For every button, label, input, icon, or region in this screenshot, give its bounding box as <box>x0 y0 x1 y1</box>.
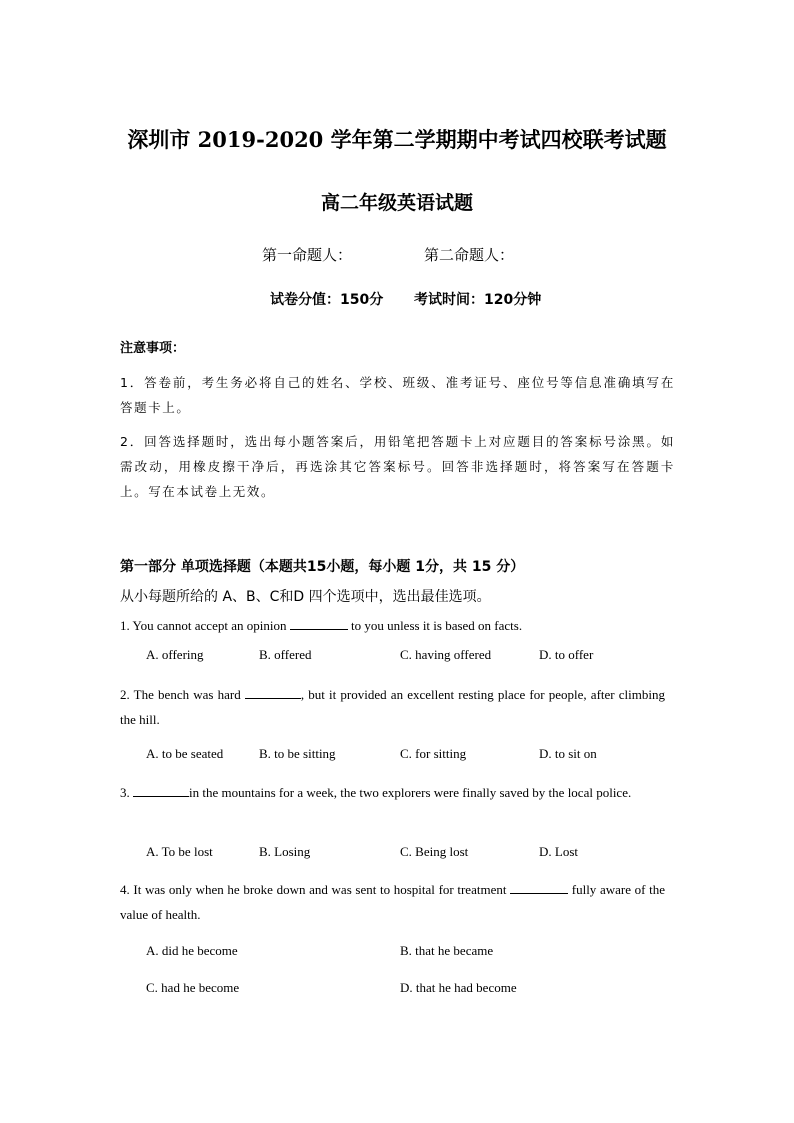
exam-time: 考试时间：120分钟 <box>414 292 542 308</box>
section-heading: 第一部分 单项选择题（本题共15小题，每小题 1分，共 15 分） <box>120 559 525 575</box>
answer-blank <box>510 881 568 894</box>
question-2-option-c: C. for sitting <box>400 746 467 761</box>
question-3-stem-end: in the mountains for a week, the two explorers were finally saved by the local police. <box>189 785 632 800</box>
question-4-stem-start: 4. It was only when he broke down and was sent to hospital for treatment <box>120 882 511 897</box>
question-1-option-d: D. to offer <box>539 647 594 662</box>
notice-item-1: 1．答卷前，考生务必将自己的姓名、学校、班级、准考证号、座位号等信息准确填写在答题卡上。 <box>120 375 675 415</box>
question-4-option-b: B. that he became <box>400 943 494 958</box>
question-4-option-d: D. that he had become <box>400 980 517 995</box>
question-2 <box>120 682 665 732</box>
exam-subtitle: 高二年级英语试题 <box>320 192 473 214</box>
question-1-option-a: A. offering <box>146 647 204 662</box>
question-4-option-a: A. did he become <box>146 943 238 958</box>
question-3-option-b: B. Losing <box>259 844 311 859</box>
question-3-stem-start: 3. <box>120 785 133 800</box>
question-2-stem-end: , but it provided an excellent resting place for people, after climbing the hill. <box>120 687 665 727</box>
question-4-stem-end: fully aware of the value of health. <box>120 882 665 922</box>
exam-score: 试卷分值：150分 <box>270 292 384 308</box>
answer-blank <box>245 686 301 699</box>
question-3-option-a: A. To be lost <box>146 844 213 859</box>
question-1 <box>120 617 522 634</box>
question-3-option-d: D. Lost <box>539 844 578 859</box>
question-2-option-a: A. to be seated <box>146 746 224 761</box>
question-4 <box>120 877 665 927</box>
question-2-option-b: B. to be sitting <box>259 746 336 761</box>
first-setter-label: 第一命题人： <box>262 246 353 264</box>
question-1-option-b: B. offered <box>259 647 312 662</box>
answer-blank <box>133 784 189 797</box>
question-1-option-c: C. having offered <box>400 647 492 662</box>
answer-blank <box>290 617 348 630</box>
question-3-option-c: C. Being lost <box>400 844 469 859</box>
question-4-option-c: C. had he become <box>146 980 240 995</box>
question-1-stem-start: 1. You cannot accept an opinion <box>120 618 290 633</box>
section-instruction: 从小每题所给的 A、B、C和D 四个选项中，选出最佳选项。 <box>120 589 491 605</box>
second-setter-label: 第二命题人： <box>424 246 515 264</box>
notice-item-2: 2．回答选择题时，选出每小题答案后，用铅笔把答题卡上对应题目的答案标号涂黑。如需改动，用橡皮擦干净后，再选涂其它答案标号。回答非选择题时，将答案写在答题卡上。写在本试卷上无效。 <box>120 434 675 499</box>
question-3 <box>120 780 665 805</box>
question-1-stem-end: to you unless it is based on facts. <box>347 618 523 633</box>
question-2-stem-start: 2. The bench was hard <box>120 687 245 702</box>
question-2-option-d: D. to sit on <box>539 746 597 761</box>
notice-heading: 注意事项： <box>120 341 186 356</box>
exam-title: 深圳市 2019-2020 学年第二学期期中考试四校联考试题 <box>127 127 667 152</box>
